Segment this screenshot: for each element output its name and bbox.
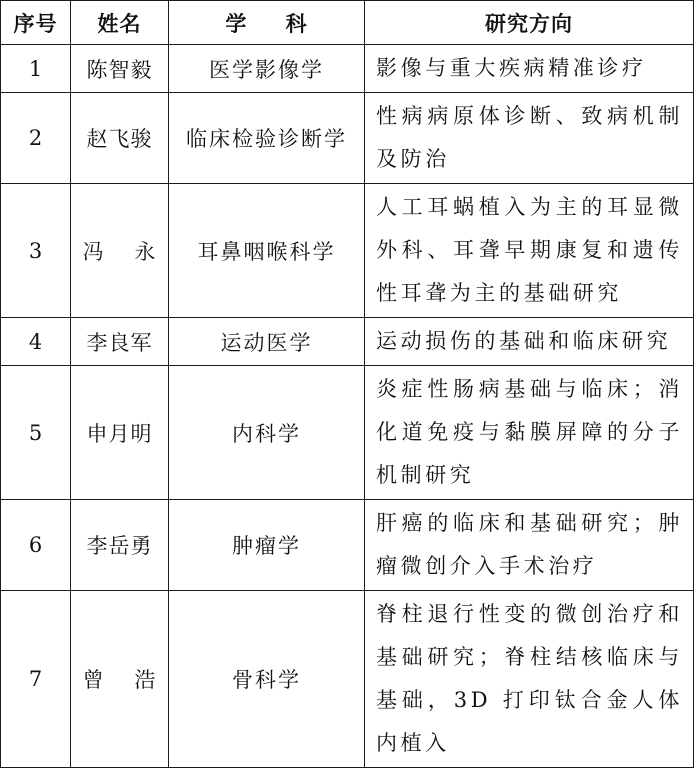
cell-index: 4 — [1, 318, 71, 366]
cell-name: 赵飞骏 — [71, 93, 169, 184]
header-subject: 学 科 — [169, 1, 365, 45]
table-row — [1, 366, 694, 500]
cell-index: 1 — [1, 45, 71, 93]
header-name: 姓名 — [71, 1, 169, 45]
cell-name: 李良军 — [71, 318, 169, 366]
cell-name: 曾 浩 — [71, 591, 169, 768]
table-row — [1, 591, 694, 768]
cell-direction: 脊柱退行性变的微创治疗和基础研究；脊柱结核临床与基础，3D 打印钛合金人体内植入 — [365, 591, 694, 768]
cell-direction: 影像与重大疾病精准诊疗 — [365, 45, 694, 93]
table-row — [1, 318, 694, 366]
cell-subject: 内科学 — [169, 366, 365, 500]
table-row — [1, 184, 694, 318]
table-row — [1, 500, 694, 591]
cell-name: 陈智毅 — [71, 45, 169, 93]
table-row — [1, 93, 694, 184]
cell-direction: 性病病原体诊断、致病机制及防治 — [365, 93, 694, 184]
cell-index: 3 — [1, 184, 71, 318]
cell-name: 冯 永 — [71, 184, 169, 318]
cell-subject: 运动医学 — [169, 318, 365, 366]
cell-index: 7 — [1, 591, 71, 768]
table-row — [1, 45, 694, 93]
cell-index: 2 — [1, 93, 71, 184]
cell-index: 6 — [1, 500, 71, 591]
cell-subject: 肿瘤学 — [169, 500, 365, 591]
cell-subject: 临床检验诊断学 — [169, 93, 365, 184]
header-index: 序号 — [1, 1, 71, 45]
cell-direction: 运动损伤的基础和临床研究 — [365, 318, 694, 366]
cell-direction: 肝癌的临床和基础研究；肿瘤微创介入手术治疗 — [365, 500, 694, 591]
cell-subject: 医学影像学 — [169, 45, 365, 93]
header-direction: 研究方向 — [365, 1, 694, 45]
cell-index: 5 — [1, 366, 71, 500]
cell-name: 申月明 — [71, 366, 169, 500]
table-header-row — [1, 1, 694, 45]
cell-subject: 骨科学 — [169, 591, 365, 768]
cell-subject: 耳鼻咽喉科学 — [169, 184, 365, 318]
cell-direction: 炎症性肠病基础与临床；消化道免疫与黏膜屏障的分子机制研究 — [365, 366, 694, 500]
cell-direction: 人工耳蜗植入为主的耳显微外科、耳聋早期康复和遗传性耳聋为主的基础研究 — [365, 184, 694, 318]
cell-name: 李岳勇 — [71, 500, 169, 591]
